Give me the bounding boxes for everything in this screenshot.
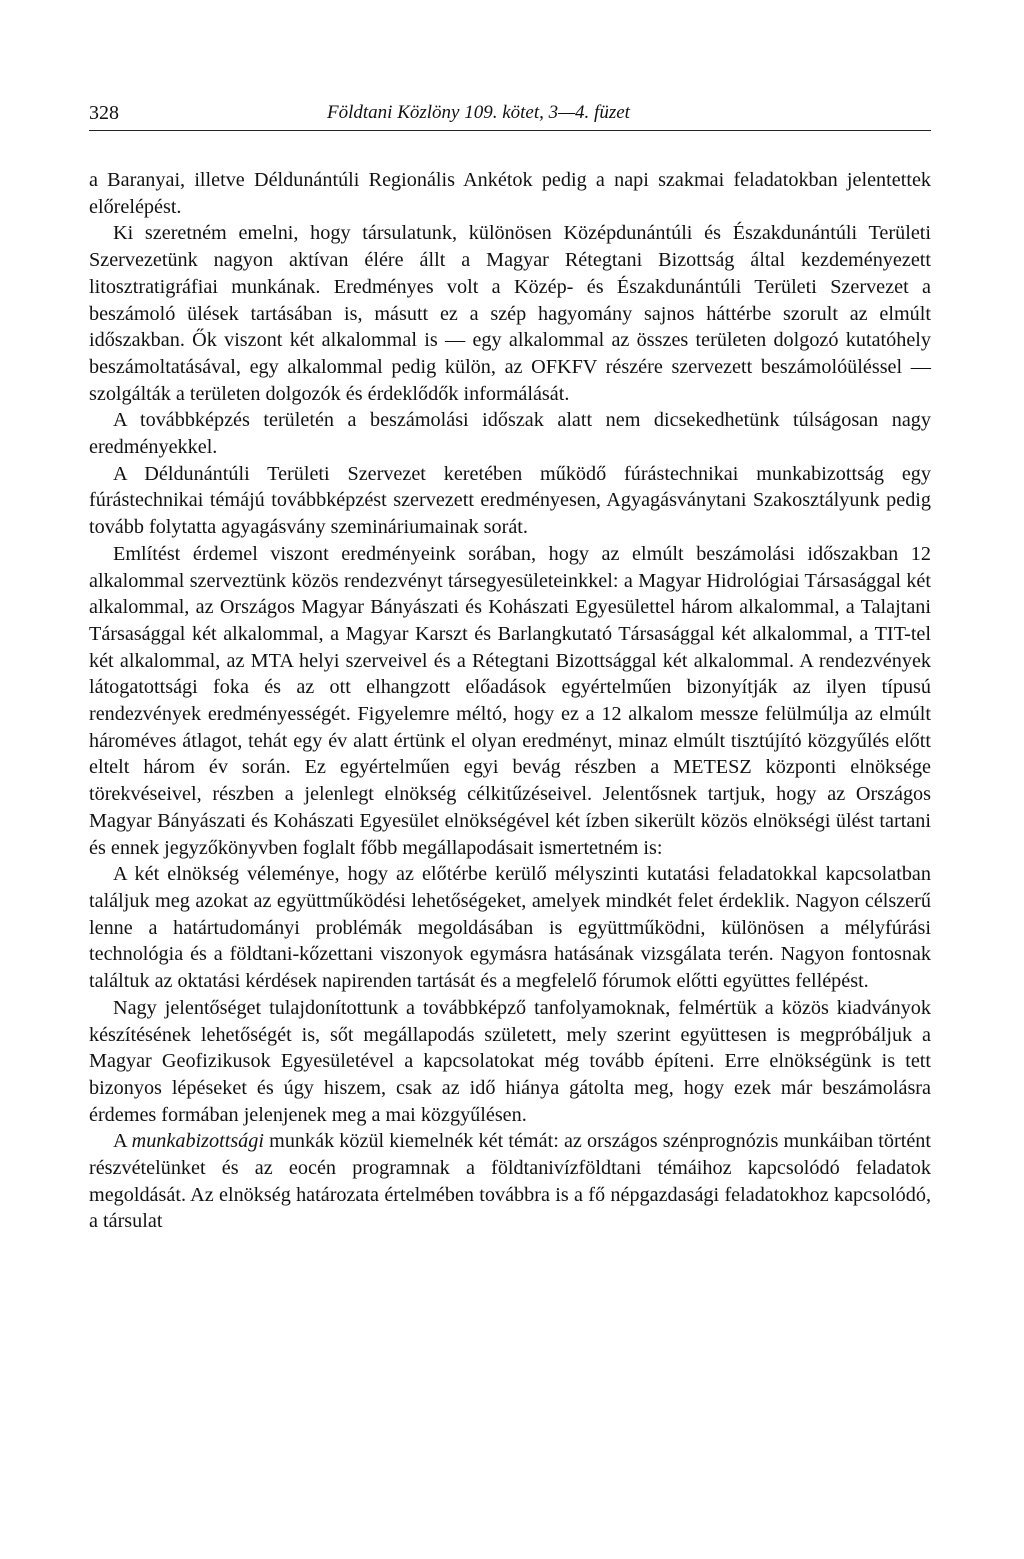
- paragraph-8-start: A: [113, 1130, 132, 1153]
- journal-title: Földtani Közlöny 109. kötet, 3—4. füzet: [327, 102, 630, 123]
- paragraph-1: a Baranyai, illetve Déldunántúli Regionális Ankétok pedig a napi szakmai feladatokban jelentettek előrelépést.: [89, 169, 931, 218]
- paragraph-8-emphasis: munkabizottsági: [131, 1130, 264, 1153]
- paragraph-7: Nagy jelentőséget tulajdonítottunk a továbbképző tanfolyamoknak, felmértük a közös kiadványok készítésének lehetőségét is, sőt megállapodás született, mely szerint együttesen is megpróbáljuk a Magyar Geofizikusok Egyesületével a kapcsolatokat még tovább építeni. Erre elnökségünk is tett bizonyos lépéseket és úgy hiszem, csak az idő hiánya gátolta meg, hogy ezek már beszámolásra érdemes formában jelenjenek meg a mai közgyűlésen.: [89, 996, 931, 1126]
- paragraph-4: A Déldunántúli Területi Szervezet keretében működő fúrástechnikai munkabizottság egy fúrástechnikai témájú továbbképzést szervezett eredményesen, Agyagásványtani Szakosztályunk pedig tovább folytatta agyagásvány szemináriumainak sorát.: [89, 462, 931, 539]
- paragraph-2: Ki szeretném emelni, hogy társulatunk, különösen Középdunántúli és Északdunántúli Területi Szervezetünk nagyon aktívan élére állt a Magyar Rétegtani Bizottság által kezdeményezett litosztratigráfiai munkának. Eredményes volt a Közép- és Északdunántúli Területi Szervezet a beszámoló ülések tartásában is, másutt ez a szép hagyomány sajnos háttérbe szorult az elmúlt időszakban. Ők viszont két alkalommal is — egy alkalommal az összes területen dolgozó kutatóhely beszámoltatásával, egy alkalommal pedig külön, az OFKFV részére szervezett beszámolóüléssel — szolgálták a területen dolgozók és érdeklődők informálását.: [89, 222, 931, 405]
- paragraph-5: Említést érdemel viszont eredményeink sorában, hogy az elmúlt beszámolási időszakban 12 alkalommal szerveztünk közös rendezvényt társegyesületeinkkel: a Magyar Hidrológiai Társasággal két alkalommal, az Országos Magyar Bányászati és Kohászati Egyesülettel három alkalommal, a Talajtani Társasággal két alkalommal, a Magyar Karszt és Barlangkutató Társasággal két alkalommal, a TIT-tel két alkalommal, az MTA helyi szerveivel és a Rétegtani Bizottsággal két alkalommal. A rendezvények látogatottsági foka és az ott elhangzott előadások egyértelműen bizonyítják az ilyen típusú rendezvények eredményességét. Figyelemre méltó, hogy ez a 12 alkalom messze felülmúlja az elmúlt hároméves átlagot, tehát egy év alatt értünk el olyan eredményt, minaz elmúlt tisztújító közgyűlés előtt eltelt három év során. Ez egyértelműen egyi bevág részben a METESZ központi elnöksége törekvéseivel, részben a jelenlegt elnökség célkitűzéseivel. Jelentősnek tartjuk, hogy az Országos Magyar Bányászati és Kohászati Egyesület elnökségével két ízben sikerült közös elnökségi ülést tartani és ennek jegyzőkönyvben foglalt főbb megállapodásait ismertetném is:: [89, 542, 931, 859]
- document-page: [89, 96, 931, 1235]
- page-number: 328: [89, 102, 119, 124]
- paragraph-6: A két elnökség véleménye, hogy az előtérbe kerülő mélyszinti kutatási feladatokkal kapcsolatban találjuk meg azokat az együttműködési lehetőségeket, amelyek mindkét felet érdeklik. Nagyon célszerű lenne a határtudományi problémák megoldásában is együttműködni, különösen a mélyfúrási technológia és a földtani-kőzettani viszonyok egymásra hatásának vizsgálata terén. Nagyon fontosnak találtuk az oktatási kérdések napirenden tartását és a megfelelő fórumok előtti együttes fellépést.: [89, 863, 931, 993]
- running-head: [89, 96, 931, 131]
- body-text: [89, 167, 931, 1235]
- paragraph-8-rest: munkák közül kiemelnék két témát: az országos szénprognózis munkáiban történt részvételünket és az eocén programnak a földtanivízföldtani témáihoz kapcsolódó feladatok megoldását. Az elnökség határozata értelmében továbbra is a fő népgazdasági feladatokhoz kapcsolódó, a társulat: [89, 1130, 931, 1233]
- paragraph-8: [89, 1128, 931, 1235]
- paragraph-3: A továbbképzés területén a beszámolási időszak alatt nem dicsekedhetünk túlságosan nagy eredményekkel.: [89, 409, 931, 459]
